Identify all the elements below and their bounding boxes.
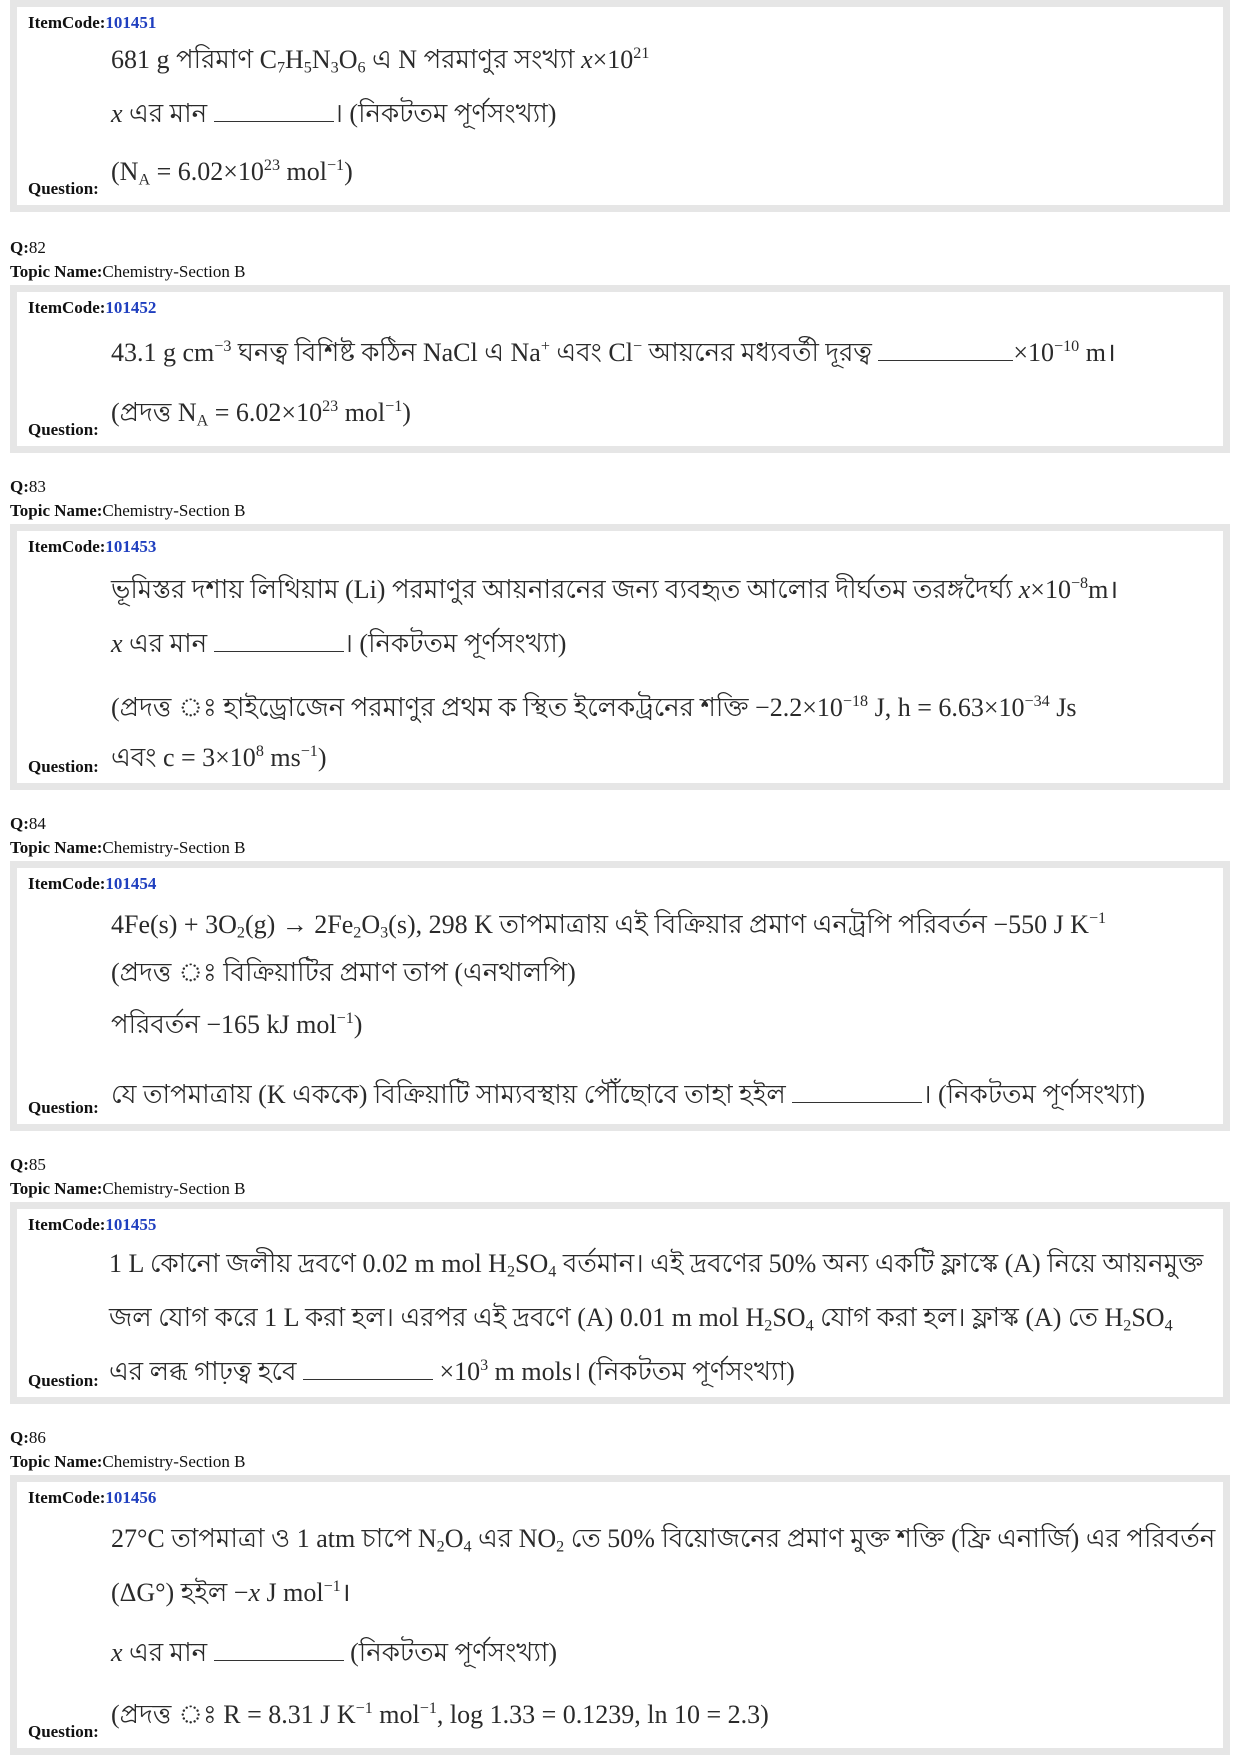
question-number: Q:82 — [10, 238, 46, 257]
question-line: x এর মান । (নিকটতম পূর্ণসংখ্যা) — [111, 93, 556, 137]
question-card-101454 — [10, 861, 1230, 1131]
question-label: Question: — [28, 1371, 99, 1390]
question-line: 43.1 g $cm^{-3}$ ঘনত্ব বিশিষ্ট কঠিন NaCl এ Na+ এবং Cl− আয়নের মধ্যবর্তী দূরত্ব $\times 10^{-10}$ m। — [111, 332, 1116, 376]
item-code-row: ItemCode:101452 — [28, 298, 157, 317]
question-line: (প্রদত্ত $N_A = 6.02\times 10^{23}$ mol$^{-1}$) — [111, 398, 411, 430]
question-line: এবং $c = 3\times 10^8$ $ms^{-1}$) — [111, 743, 327, 772]
item-code-value: 101455 — [105, 1215, 157, 1234]
question-label: Question: — [28, 420, 99, 439]
topic-name: Topic Name:Chemistry-Section B — [10, 501, 246, 520]
item-code-row: ItemCode:101455 — [28, 1215, 157, 1234]
question-line: x এর মান । (নিকটতম পূর্ণসংখ্যা) — [111, 623, 566, 667]
question-card-101453 — [10, 524, 1230, 790]
item-code-row: ItemCode:101454 — [28, 874, 157, 893]
question-line: ($N_A = 6.02\times 10^{23}$ mol$^{-1}$) — [111, 157, 353, 189]
question-number: Q:85 — [10, 1155, 46, 1174]
topic-name: Topic Name:Chemistry-Section B — [10, 262, 246, 281]
item-code-row: ItemCode:101451 — [28, 13, 157, 32]
question-label: Question: — [28, 1098, 99, 1117]
question-line: $4Fe(s) + 3O_2(g) \to 2Fe_2O_3(s)$, 298 K তাপমাত্রায় এই বিক্রিয়ার প্রমাণ এনট্রপি পরিবর্তন −550 J $K^{-1}$ — [111, 910, 1107, 942]
question-number: Q:86 — [10, 1428, 46, 1447]
question-line: ভূমিস্তর দশায় লিথিয়াম (Li) পরমাণুর আয়নারনের জন্য ব্যবহৃত আলোর দীর্ঘতম তরঙ্গদৈর্ঘ্য $x\times 10^{-8}m।$ — [111, 575, 1119, 604]
question-line: যে তাপমাত্রায় (K এককে) বিক্রিয়াটি সাম্যবস্থায় পৌঁছোবে তাহা হইল । (নিকটতম পূর্ণসংখ্যা) — [111, 1074, 1145, 1118]
question-line: 681 g পরিমাণ $C_7H_5N_3O_6$ এ N পরমাণুর সংখ্যা $x\times 10^{21}$ — [111, 45, 650, 77]
question-card-101452 — [10, 285, 1230, 453]
question-line: (প্রদত্ত ঃ R = 8.31 J $K^{-1}$ mol$^{-1}$, log 1.33 = 0.1239, ln 10 = 2.3) — [111, 1700, 769, 1729]
question-line: (ΔG°) হইল −x J mol$^{-1}$। — [111, 1578, 351, 1607]
question-line: জল যোগ করে 1 L করা হল। এরপর এই দ্রবণে (A) 0.01 m mol $H_2SO_4$ যোগ করা হল। ফ্লাস্ক (A) তে $H_2SO_4$ — [109, 1303, 1173, 1335]
question-card-101455 — [10, 1202, 1230, 1404]
topic-name: Topic Name:Chemistry-Section B — [10, 838, 246, 857]
question-line: (প্রদত্ত ঃ হাইড্রোজেন পরমাণুর প্রথম ক স্থিত ইলেকট্রনের শক্তি $-2.2\times 10^{-18}$ J, $h = 6.63\times 10^{-34}$ Js — [111, 693, 1077, 722]
item-code-value: 101452 — [105, 298, 157, 317]
item-code-value: 101456 — [105, 1488, 157, 1507]
question-label: Question: — [28, 757, 99, 776]
question-line: x এর মান (নিকটতম পূর্ণসংখ্যা) — [111, 1632, 557, 1676]
question-line: 27°C তাপমাত্রা ও 1 atm চাপে $N_2O_4$ এর $NO_2$ তে 50% বিয়োজনের প্রমাণ মুক্ত শক্তি (ফ্রি এনার্জি) এর পরিবর্তন — [111, 1524, 1216, 1556]
question-label: Question: — [28, 179, 99, 198]
question-number: Q:84 — [10, 814, 46, 833]
question-line: (প্রদত্ত ঃ বিক্রিয়াটির প্রমাণ তাপ (এনথালপি) — [111, 958, 576, 987]
question-label: Question: — [28, 1722, 99, 1741]
question-number: Q:83 — [10, 477, 46, 496]
topic-name: Topic Name:Chemistry-Section B — [10, 1179, 246, 1198]
question-line: পরিবর্তন −165 kJ mol$^{-1}$) — [111, 1010, 363, 1039]
item-code-row: ItemCode:101456 — [28, 1488, 157, 1507]
topic-name: Topic Name:Chemistry-Section B — [10, 1452, 246, 1471]
item-code-value: 101453 — [105, 537, 157, 556]
question-card-101451 — [10, 0, 1230, 212]
question-line: এর লব্ধ গাঢ়ত্ব হবে $\times 10^3$ m mols। (নিকটতম পূর্ণসংখ্যা) — [109, 1351, 795, 1395]
item-code-value: 101451 — [105, 13, 157, 32]
question-line: 1 L কোনো জলীয় দ্রবণে 0.02 m mol $H_2SO_4$ বর্তমান। এই দ্রবণের 50% অন্য একটি ফ্লাস্কে (A) নিয়ে আয়নমুক্ত — [109, 1249, 1204, 1281]
item-code-value: 101454 — [105, 874, 157, 893]
question-card-101456 — [10, 1475, 1230, 1755]
item-code-row: ItemCode:101453 — [28, 537, 157, 556]
